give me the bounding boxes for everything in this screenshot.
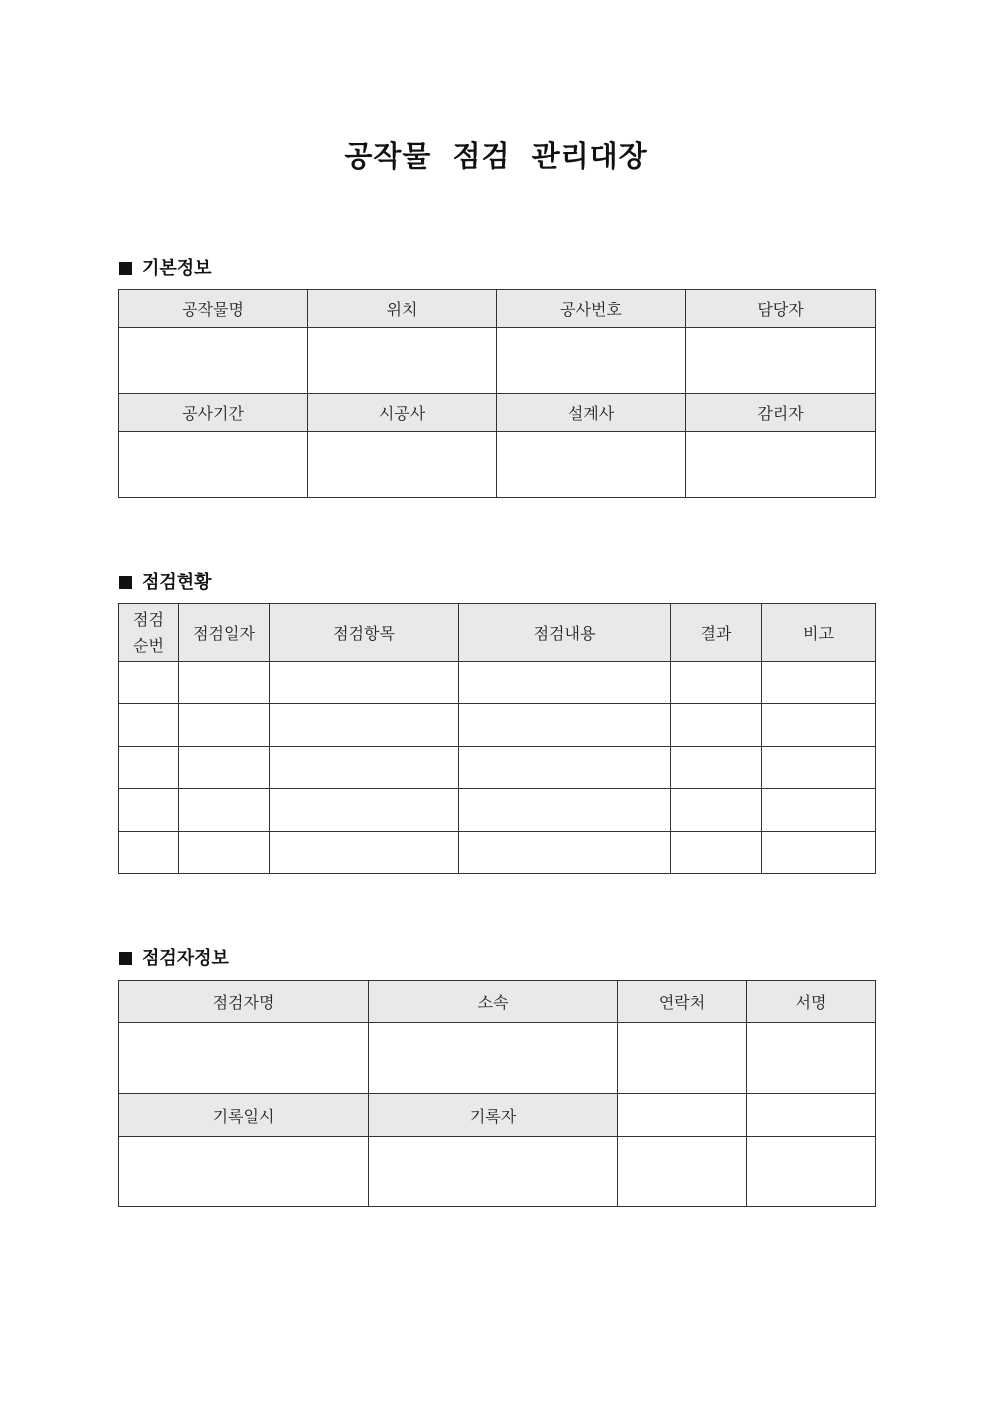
table-row (119, 704, 876, 747)
cell-remarks[interactable] (762, 662, 876, 704)
cell-inspector-name[interactable] (119, 1023, 369, 1094)
cell-location[interactable] (308, 328, 497, 394)
cell-item[interactable] (270, 789, 459, 832)
header-designer: 설계사 (497, 394, 686, 432)
header-structure-name: 공작물명 (119, 290, 308, 328)
basic-info-table (118, 289, 876, 498)
square-bullet-icon (119, 576, 132, 589)
inspection-status-table (118, 603, 876, 874)
cell-remarks[interactable] (762, 704, 876, 747)
header-seq-line2: 순번 (133, 635, 164, 655)
cell-blank-1[interactable] (618, 1094, 747, 1137)
cell-seq[interactable] (119, 832, 179, 874)
cell-remarks[interactable] (762, 747, 876, 789)
header-seq-line1: 점검 (133, 609, 164, 629)
header-location: 위치 (308, 290, 497, 328)
header-remarks: 비고 (762, 604, 876, 662)
cell-item[interactable] (270, 832, 459, 874)
cell-construction-period[interactable] (119, 432, 308, 498)
header-record-datetime: 기록일시 (119, 1094, 369, 1137)
cell-blank-4[interactable] (747, 1137, 876, 1207)
basic-info-heading: 기본정보 (142, 258, 212, 279)
cell-signature[interactable] (747, 1023, 876, 1094)
table-row (119, 662, 876, 704)
cell-seq[interactable] (119, 662, 179, 704)
header-construction-period: 공사기간 (119, 394, 308, 432)
table-row (119, 789, 876, 832)
inspector-info-table (118, 980, 876, 1207)
header-result: 결과 (671, 604, 762, 662)
cell-result[interactable] (671, 662, 762, 704)
cell-contact[interactable] (618, 1023, 747, 1094)
header-manager: 담당자 (686, 290, 876, 328)
cell-item[interactable] (270, 704, 459, 747)
cell-date[interactable] (179, 832, 270, 874)
cell-structure-name[interactable] (119, 328, 308, 394)
cell-seq[interactable] (119, 704, 179, 747)
cell-blank-2[interactable] (747, 1094, 876, 1137)
header-inspection-date: 점검일자 (179, 604, 270, 662)
header-signature: 서명 (747, 981, 876, 1023)
cell-seq[interactable] (119, 789, 179, 832)
cell-result[interactable] (671, 747, 762, 789)
cell-designer[interactable] (497, 432, 686, 498)
cell-project-number[interactable] (497, 328, 686, 394)
cell-affiliation[interactable] (369, 1023, 618, 1094)
cell-content[interactable] (459, 832, 671, 874)
table-row (119, 747, 876, 789)
inspection-status-heading: 점검현황 (142, 572, 212, 593)
square-bullet-icon (119, 952, 132, 965)
cell-date[interactable] (179, 662, 270, 704)
cell-date[interactable] (179, 789, 270, 832)
cell-remarks[interactable] (762, 832, 876, 874)
cell-content[interactable] (459, 789, 671, 832)
header-inspection-content: 점검내용 (459, 604, 671, 662)
header-inspection-seq (119, 604, 179, 662)
cell-remarks[interactable] (762, 789, 876, 832)
cell-content[interactable] (459, 662, 671, 704)
cell-contractor[interactable] (308, 432, 497, 498)
header-supervisor: 감리자 (686, 394, 876, 432)
document-title: 공작물 점검 관리대장 (344, 139, 648, 173)
cell-result[interactable] (671, 832, 762, 874)
cell-date[interactable] (179, 747, 270, 789)
square-bullet-icon (119, 262, 132, 275)
cell-date[interactable] (179, 704, 270, 747)
section-heading-inspector-info (119, 944, 229, 970)
header-project-number: 공사번호 (497, 290, 686, 328)
cell-result[interactable] (671, 704, 762, 747)
header-recorder: 기록자 (369, 1094, 618, 1137)
cell-item[interactable] (270, 747, 459, 789)
inspector-info-heading: 점검자정보 (142, 948, 229, 969)
cell-supervisor[interactable] (686, 432, 876, 498)
cell-recorder[interactable] (369, 1137, 618, 1207)
header-inspection-item: 점검항목 (270, 604, 459, 662)
cell-blank-3[interactable] (618, 1137, 747, 1207)
section-heading-inspection-status (119, 568, 212, 594)
cell-item[interactable] (270, 662, 459, 704)
cell-manager[interactable] (686, 328, 876, 394)
section-heading-basic-info (119, 254, 212, 280)
header-contact: 연락처 (618, 981, 747, 1023)
header-affiliation: 소속 (369, 981, 618, 1023)
cell-content[interactable] (459, 747, 671, 789)
cell-seq[interactable] (119, 747, 179, 789)
table-row (119, 832, 876, 874)
header-contractor: 시공사 (308, 394, 497, 432)
cell-content[interactable] (459, 704, 671, 747)
cell-record-datetime[interactable] (119, 1137, 369, 1207)
header-inspector-name: 점검자명 (119, 981, 369, 1023)
cell-result[interactable] (671, 789, 762, 832)
